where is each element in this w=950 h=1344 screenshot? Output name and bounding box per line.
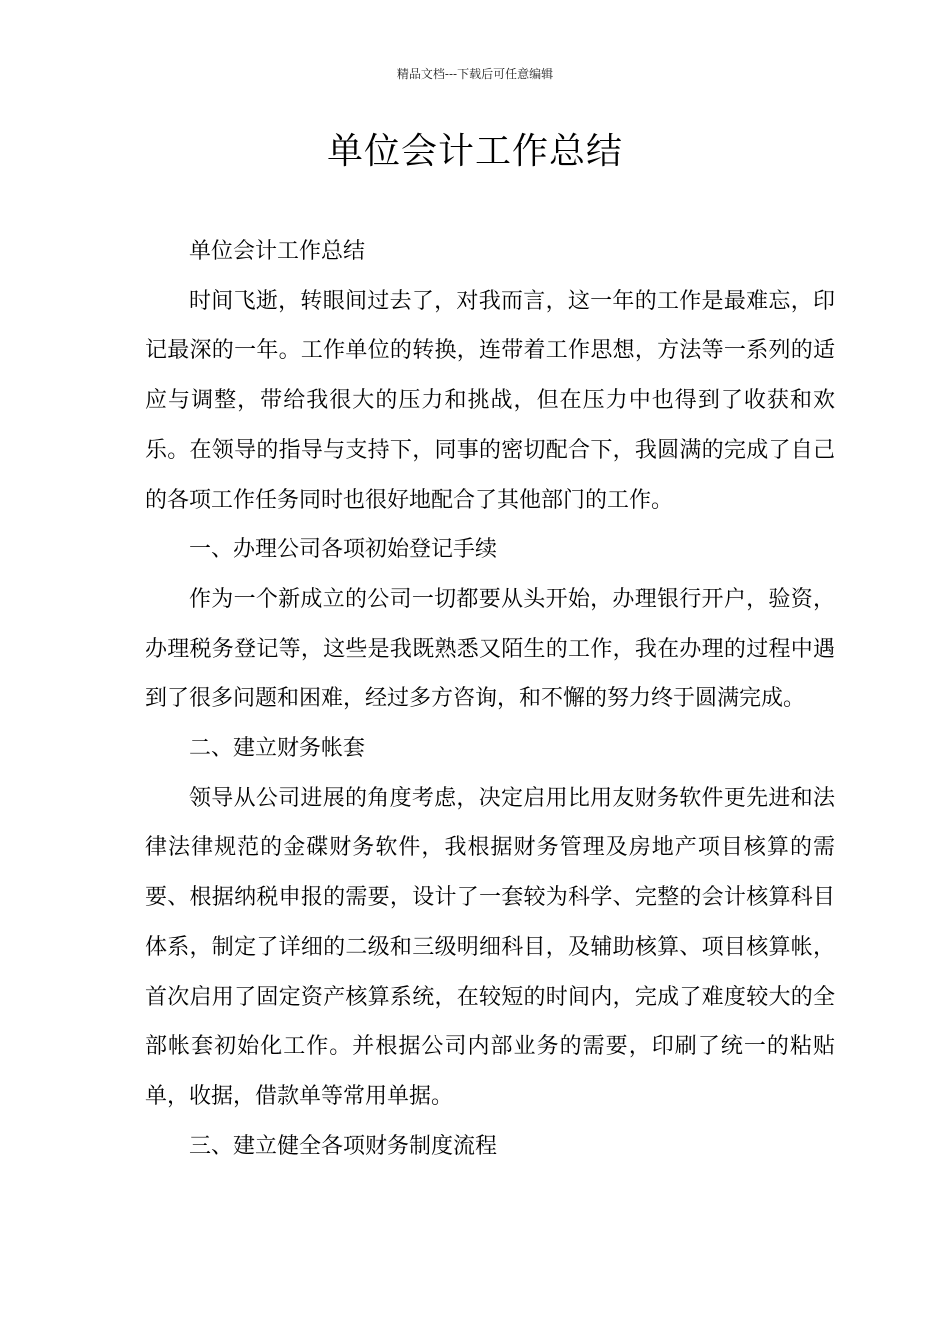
paragraph-intro: 时间飞逝，转眼间过去了，对我而言，这一年的工作是最难忘，印记最深的一年。工作单位的转换，连带着工作思想，方法等一系列的适应与调整，带给我很大的压力和挑战，但在压力中也得到了收获和欢乐。在领导的指导与支持下，同事的密切配合下，我圆满的完成了自己的各项工作任务同时也很好地配合了其他部门的工作。 xyxy=(145,288,835,513)
paragraph-section-1: 作为一个新成立的公司一切都要从头开始，办理银行开户，验资，办理税务登记等，这些是我既熟悉又陌生的工作，我在办理的过程中遇到了很多问题和困难，经过多方咨询，和不懈的努力终于圆满完成。 xyxy=(145,586,835,712)
section-heading-2: 二、建立财务帐套 xyxy=(189,736,366,762)
section-heading-1: 一、办理公司各项初始登记手续 xyxy=(189,537,498,563)
paragraph-subtitle: 单位会计工作总结 xyxy=(189,239,366,264)
section-heading-3: 三、建立健全各项财务制度流程 xyxy=(189,1133,498,1159)
document-title: 单位会计工作总结 xyxy=(326,131,623,172)
paragraph-section-2: 领导从公司进展的角度考虑，决定启用比用友财务软件更先进和法律法律规范的金碟财务软件，我根据财务管理及房地产项目核算的需要、根据纳税申报的需要，设计了一套较为科学、完整的会计核算科目体系，制定了详细的二级和三级明细科目，及辅助核算、项目核算帐，首次启用了固定资产核算系统，在较短的时间内，完成了难度较大的全部帐套初始化工作。并根据公司内部业务的需要，印刷了统一的粘贴单，收据，借款单等常用单据。 xyxy=(145,785,835,1109)
header-note: 精品文档---下载后可任意编辑 xyxy=(396,67,554,81)
document-body xyxy=(145,227,835,1171)
